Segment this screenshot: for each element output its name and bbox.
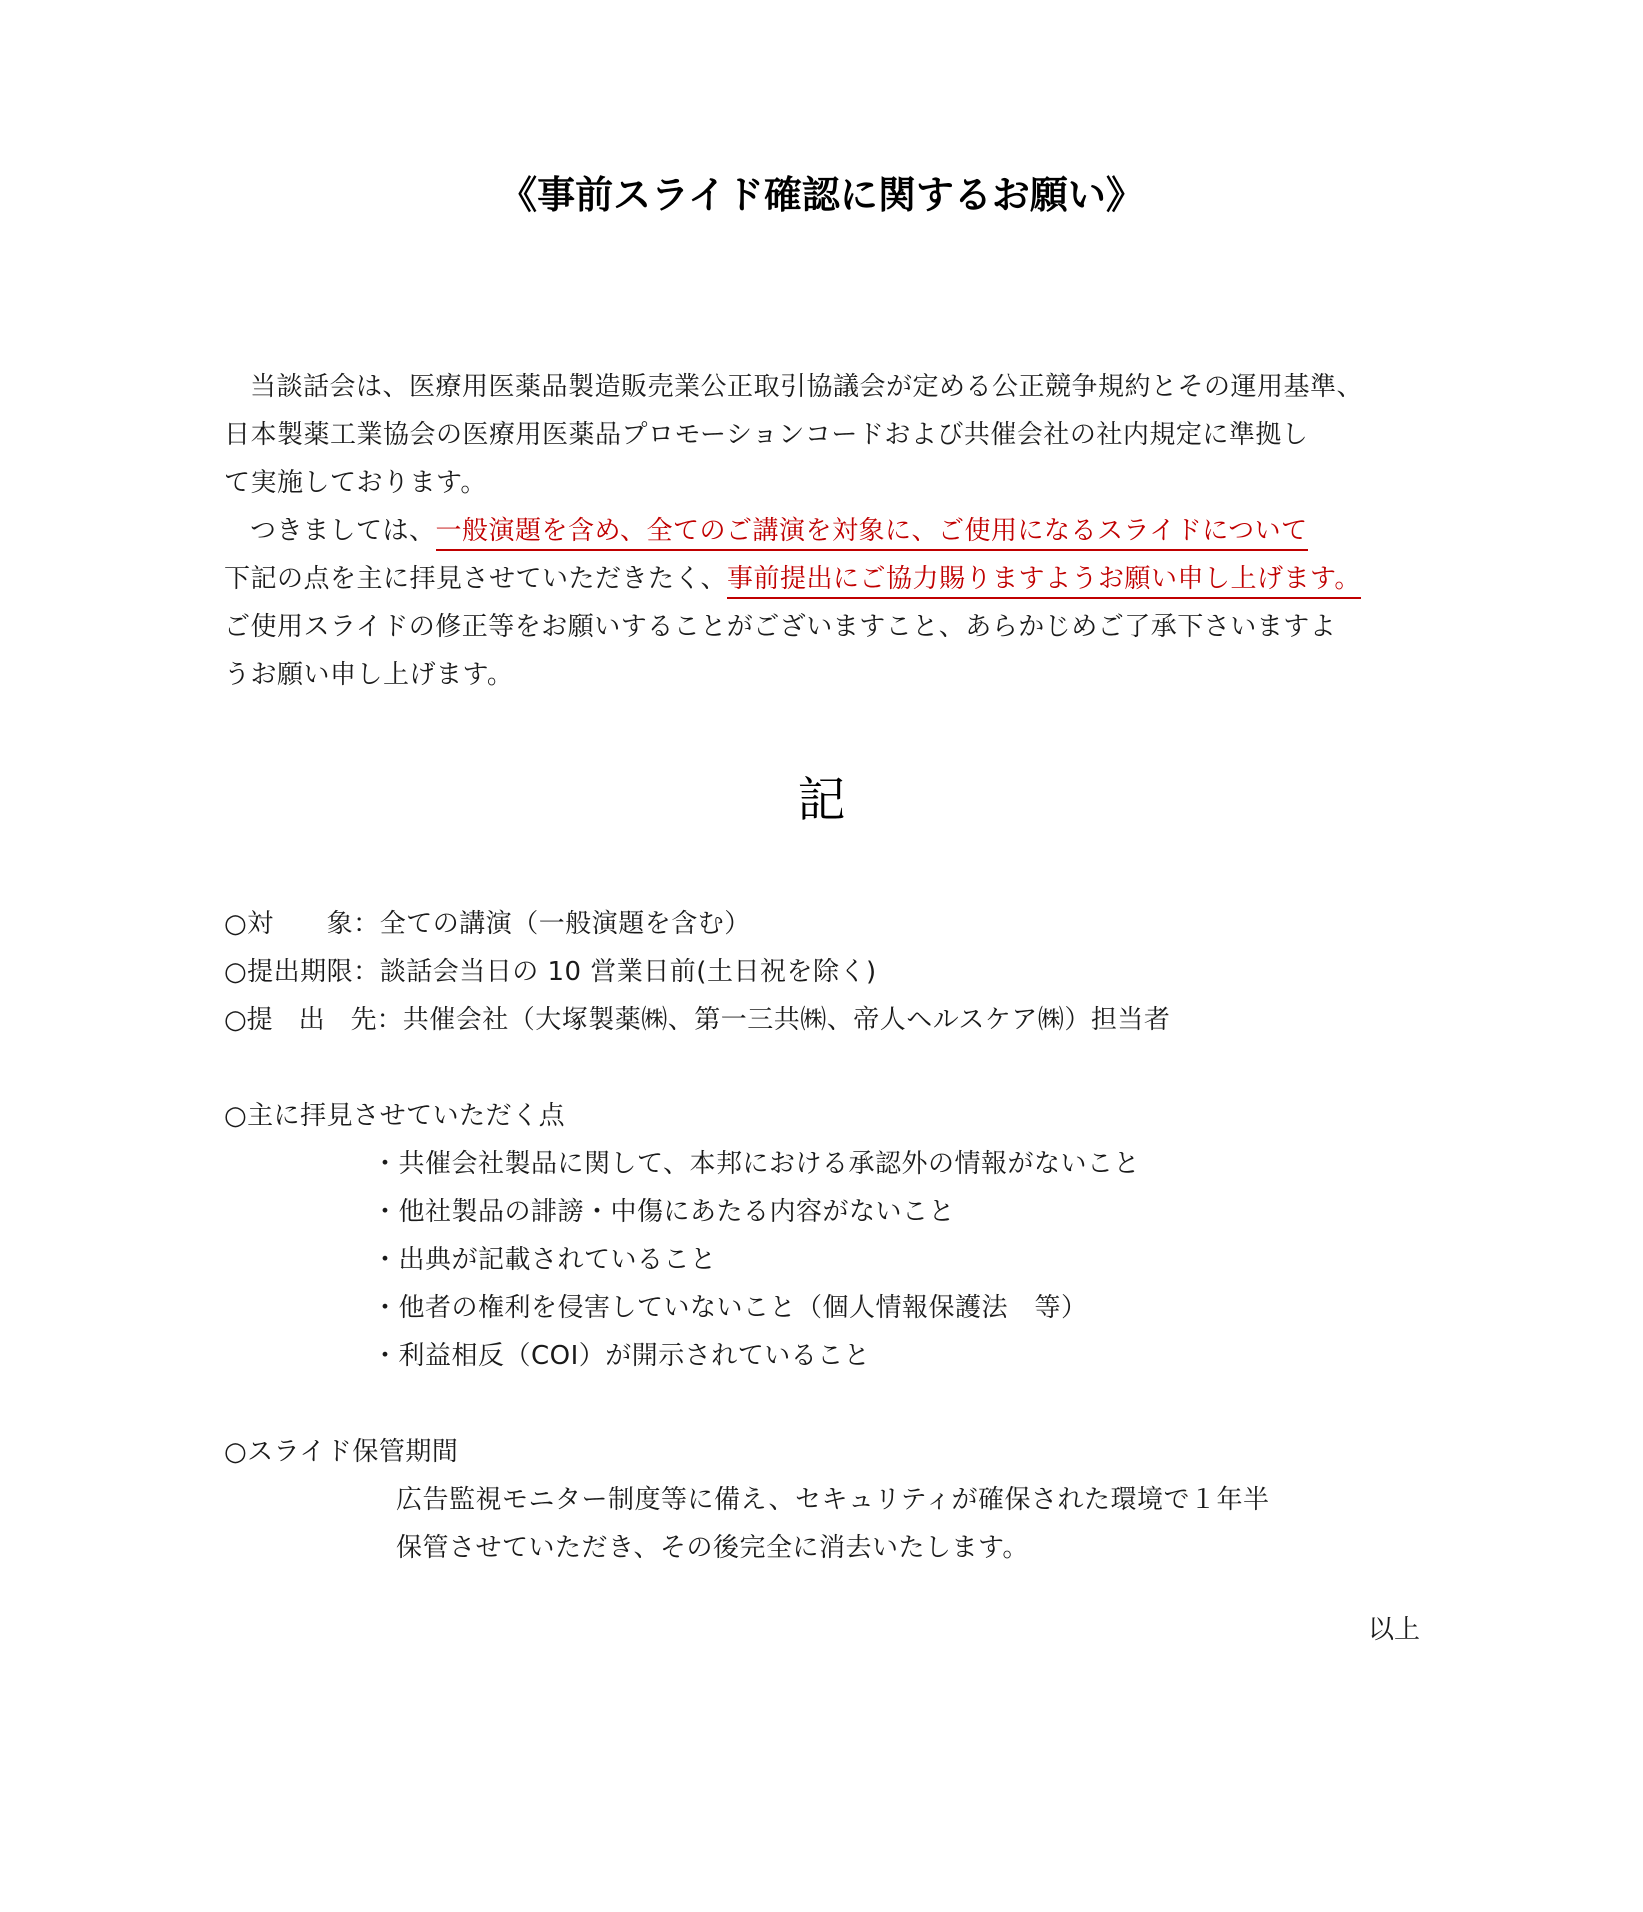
point-item: ・共催会社製品に関して、本邦における承認外の情報がないこと (372, 1149, 1140, 1179)
deadline-row (224, 948, 1444, 996)
submit-value: 共催会社（大塚製薬㈱、第一三共㈱、帝人ヘルスケア㈱）担当者 (402, 1005, 1171, 1035)
intro-p1-line1: 当談話会は、医療用医薬品製造販売業公正取引協議会が定める公正競争規約とその運用基準、 (250, 372, 1364, 402)
spacer (224, 1380, 1444, 1428)
ki-heading: 記 (797, 772, 846, 828)
intro-p2-line3: ご使用スライドの修正等をお願いすることがございますこと、あらかじめご了承下さいますよ (224, 612, 1337, 642)
target-label: ○対 象： (224, 909, 380, 939)
point-item: ・他社製品の誹謗・中傷にあたる内容がないこと (372, 1197, 956, 1227)
storage-line1: 広告監視モニター制度等に備え、セキュリティが確保された環境で１年半 (396, 1485, 1270, 1515)
target-value: 全ての講演（一般演題を含む） (379, 909, 751, 939)
target-row (224, 900, 1444, 948)
intro-section (224, 363, 1444, 699)
storage-line2: 保管させていただき、その後完全に消去いたします。 (396, 1533, 1029, 1563)
deadline-value: 談話会当日の 10 営業日前(土日祝を除く) (379, 957, 877, 987)
point-item: ・出典が記載されていること (372, 1245, 717, 1275)
intro-p1-line3: て実施しております。 (224, 468, 487, 498)
submit-label: ○提 出 先： (224, 1005, 403, 1035)
deadline-label: ○提出期限： (224, 957, 380, 987)
intro-p2-line2-text: 下記の点を主に拝見させていただきたく、 (224, 564, 727, 594)
intro-p1-line2: 日本製薬工業協会の医療用医薬品プロモーションコードおよび共催会社の社内規定に準拠し (224, 420, 1309, 450)
spacer (224, 1044, 1444, 1092)
point-item: ・他者の権利を侵害していないこと（個人情報保護法 等） (372, 1293, 1088, 1323)
intro-p2-line1 (224, 507, 1444, 555)
submit-row (224, 996, 1444, 1044)
point-item: ・利益相反（COI）が開示されていること (372, 1341, 871, 1371)
closing-text: 以上 (1367, 1615, 1420, 1645)
document-title: 《事前スライド確認に関するお願い》 (499, 173, 1144, 217)
intro-p2-line1-text: つきましては、 (250, 516, 436, 546)
intro-p2-line1-highlight: 一般演題を含め、全てのご講演を対象に、ご使用になるスライドについて (436, 516, 1308, 551)
intro-p2-line2-highlight: 事前提出にご協力賜りますようお願い申し上げます。 (727, 564, 1361, 599)
details-section (224, 900, 1444, 1572)
intro-p2-line4: うお願い申し上げます。 (224, 660, 514, 690)
storage-heading: ○スライド保管期間 (224, 1437, 459, 1467)
intro-p2-line2 (224, 555, 1444, 603)
points-heading: ○主に拝見させていただく点 (224, 1101, 566, 1131)
